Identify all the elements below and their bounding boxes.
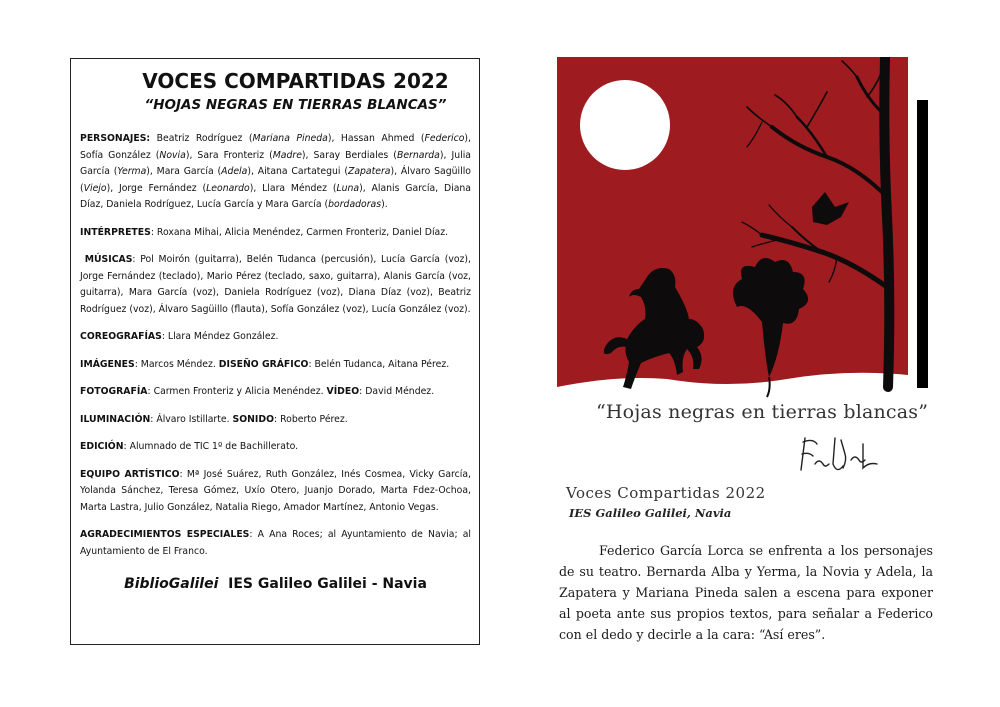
personajes-text: ), Álvaro Sagüillo ( (80, 166, 471, 194)
poster-description: Federico García Lorca se enfrenta a los personajes de su teatro. Bernarda Alba y Yerma, la Novia y Adela, la Zapatera y Mariana Pineda salen a escena para exponer al poeta ante sus propios textos, para señalar a Federico con el dedo y decirle a la cara: “Así eres”. (559, 543, 933, 642)
footer-credit (80, 576, 471, 592)
poster-illustration (557, 57, 908, 433)
role: bordadoras (328, 199, 382, 210)
poster-image (557, 57, 908, 433)
school-line: IES Galileo Galilei, Navia (569, 506, 732, 520)
footer-school: IES Galileo Galilei - Navia (218, 576, 427, 592)
equipo-text: : Mª José Suárez, Ruth González, Inés Cosmea, Vicky García, Yolanda Sánchez, Teresa Gómez, Uxío Otero, Juanjo Dorado, Marta Fdez-Ochoa, Marta Lastra, Julio González, Natalia Riego, Amador Martínez, Antonio Vegas. (80, 468, 471, 513)
voces-compartidas-line: Voces Compartidas 2022 (566, 484, 766, 502)
iluminacion-text: : Álvaro Istillarte. (150, 413, 233, 425)
role: Novia (159, 149, 186, 161)
role: Bernarda (396, 149, 440, 161)
personajes-text: ), Llara Méndez ( (249, 182, 337, 194)
musicas-label: MÚSICAS (84, 254, 133, 265)
section-edicion (80, 439, 471, 456)
personajes-text: ), Mara García ( (146, 166, 222, 177)
fotografia-label: FOTOGRAFÍA (80, 386, 148, 397)
diseno-label: DISEÑO GRÁFICO (218, 358, 309, 370)
personajes-text: ). (381, 199, 388, 210)
video-label: VÍDEO (326, 386, 360, 397)
interpretes-label: INTÉRPRETES (80, 226, 151, 238)
role: Luna (336, 182, 360, 194)
moon-icon (580, 80, 670, 170)
diseno-text: : Belén Tudanca, Aitana Pérez. (308, 358, 450, 370)
personajes-text: ), Alanis García, Diana Díaz, Daniela Rodríguez, Lucía García y Mara García ( (80, 182, 471, 210)
page-title: VOCES COMPARTIDAS 2022 (142, 69, 449, 93)
coreografias-label: COREOGRAFÍAS (80, 331, 162, 342)
section-fotografia (80, 384, 471, 401)
section-iluminacion (80, 412, 471, 429)
personajes-text: ), Aitana Cartategui ( (247, 166, 348, 177)
equipo-label: EQUIPO ARTÍSTICO (80, 468, 180, 480)
iluminacion-label: ILUMINACIÓN (80, 413, 151, 425)
sonido-text: : Roberto Pérez. (274, 413, 348, 425)
section-coreografias (80, 329, 471, 346)
sonido-label: SONIDO (232, 413, 274, 425)
video-text: : David Méndez. (359, 386, 435, 397)
coreografias-text: : Llara Méndez González. (161, 331, 279, 342)
imagenes-label: IMÁGENES (80, 358, 135, 370)
personajes-text: ), Saray Berdiales ( (301, 149, 397, 161)
personajes-text: ), Sara Fronteriz ( (185, 149, 273, 161)
side-bar-decoration (917, 100, 928, 388)
fotografia-text: : Carmen Fronteriz y Alicia Menéndez. (147, 386, 327, 397)
agradecimientos-text: : A Ana Roces; al Ayuntamiento de Navia; al Ayuntamiento de El Franco. (80, 529, 471, 557)
credits-panel (70, 58, 480, 645)
agradecimientos-label: AGRADECIMIENTOS ESPECIALES (80, 529, 250, 540)
musicas-text: : Pol Moirón (guitarra), Belén Tudanca (percusión), Lucía García (voz), Jorge Fernández (teclado), Mario Pérez (teclado, saxo, guitarra), Alanis García (voz, guitarra), Mara García (voz), Daniela Rodríguez (voz), Diana Díaz (voz), Beatriz Rodríguez (voz), Álvaro Sagüillo (flauta), Sofía González (voz), Lucía González (voz). (80, 254, 471, 315)
role: Viejo (83, 182, 107, 194)
section-musicas (80, 252, 471, 318)
role: Yerma (117, 166, 147, 177)
personajes-text: ), Jorge Fernández ( (106, 182, 207, 194)
personajes-label: PERSONAJES: (80, 133, 151, 144)
interpretes-text: : Roxana Mihai, Alicia Menéndez, Carmen Fronteriz, Daniel Díaz. (150, 226, 449, 238)
imagenes-text: : Marcos Méndez. (134, 358, 219, 370)
section-interpretes (80, 225, 471, 242)
personajes-text: ), Sofía González ( (80, 133, 471, 161)
section-personajes (80, 131, 471, 214)
poster-caption: “Hojas negras en tierras blancas” (596, 401, 929, 423)
role: Zapatera (347, 166, 391, 177)
section-equipo (80, 467, 471, 517)
role: Adela (221, 166, 248, 177)
edicion-text: : Alumnado de TIC 1º de Bachillerato. (123, 441, 299, 452)
signature-icon (797, 434, 883, 476)
page-subtitle: “HOJAS NEGRAS EN TIERRAS BLANCAS” (144, 97, 447, 113)
edicion-label: EDICIÓN (80, 441, 124, 452)
personajes-text: Beatriz Rodríguez ( (150, 133, 253, 144)
footer-brand: BiblioGalilei (124, 576, 219, 592)
role: Mariana Pineda (252, 133, 328, 144)
section-agradecimientos (80, 527, 471, 560)
role: Leonardo (206, 182, 250, 194)
personajes-text: ), Julia García ( (80, 149, 471, 177)
section-imagenes (80, 357, 471, 374)
role: Federico (424, 133, 465, 144)
personajes-text: ), Hassan Ahmed ( (327, 133, 425, 144)
role: Madre (272, 149, 302, 161)
